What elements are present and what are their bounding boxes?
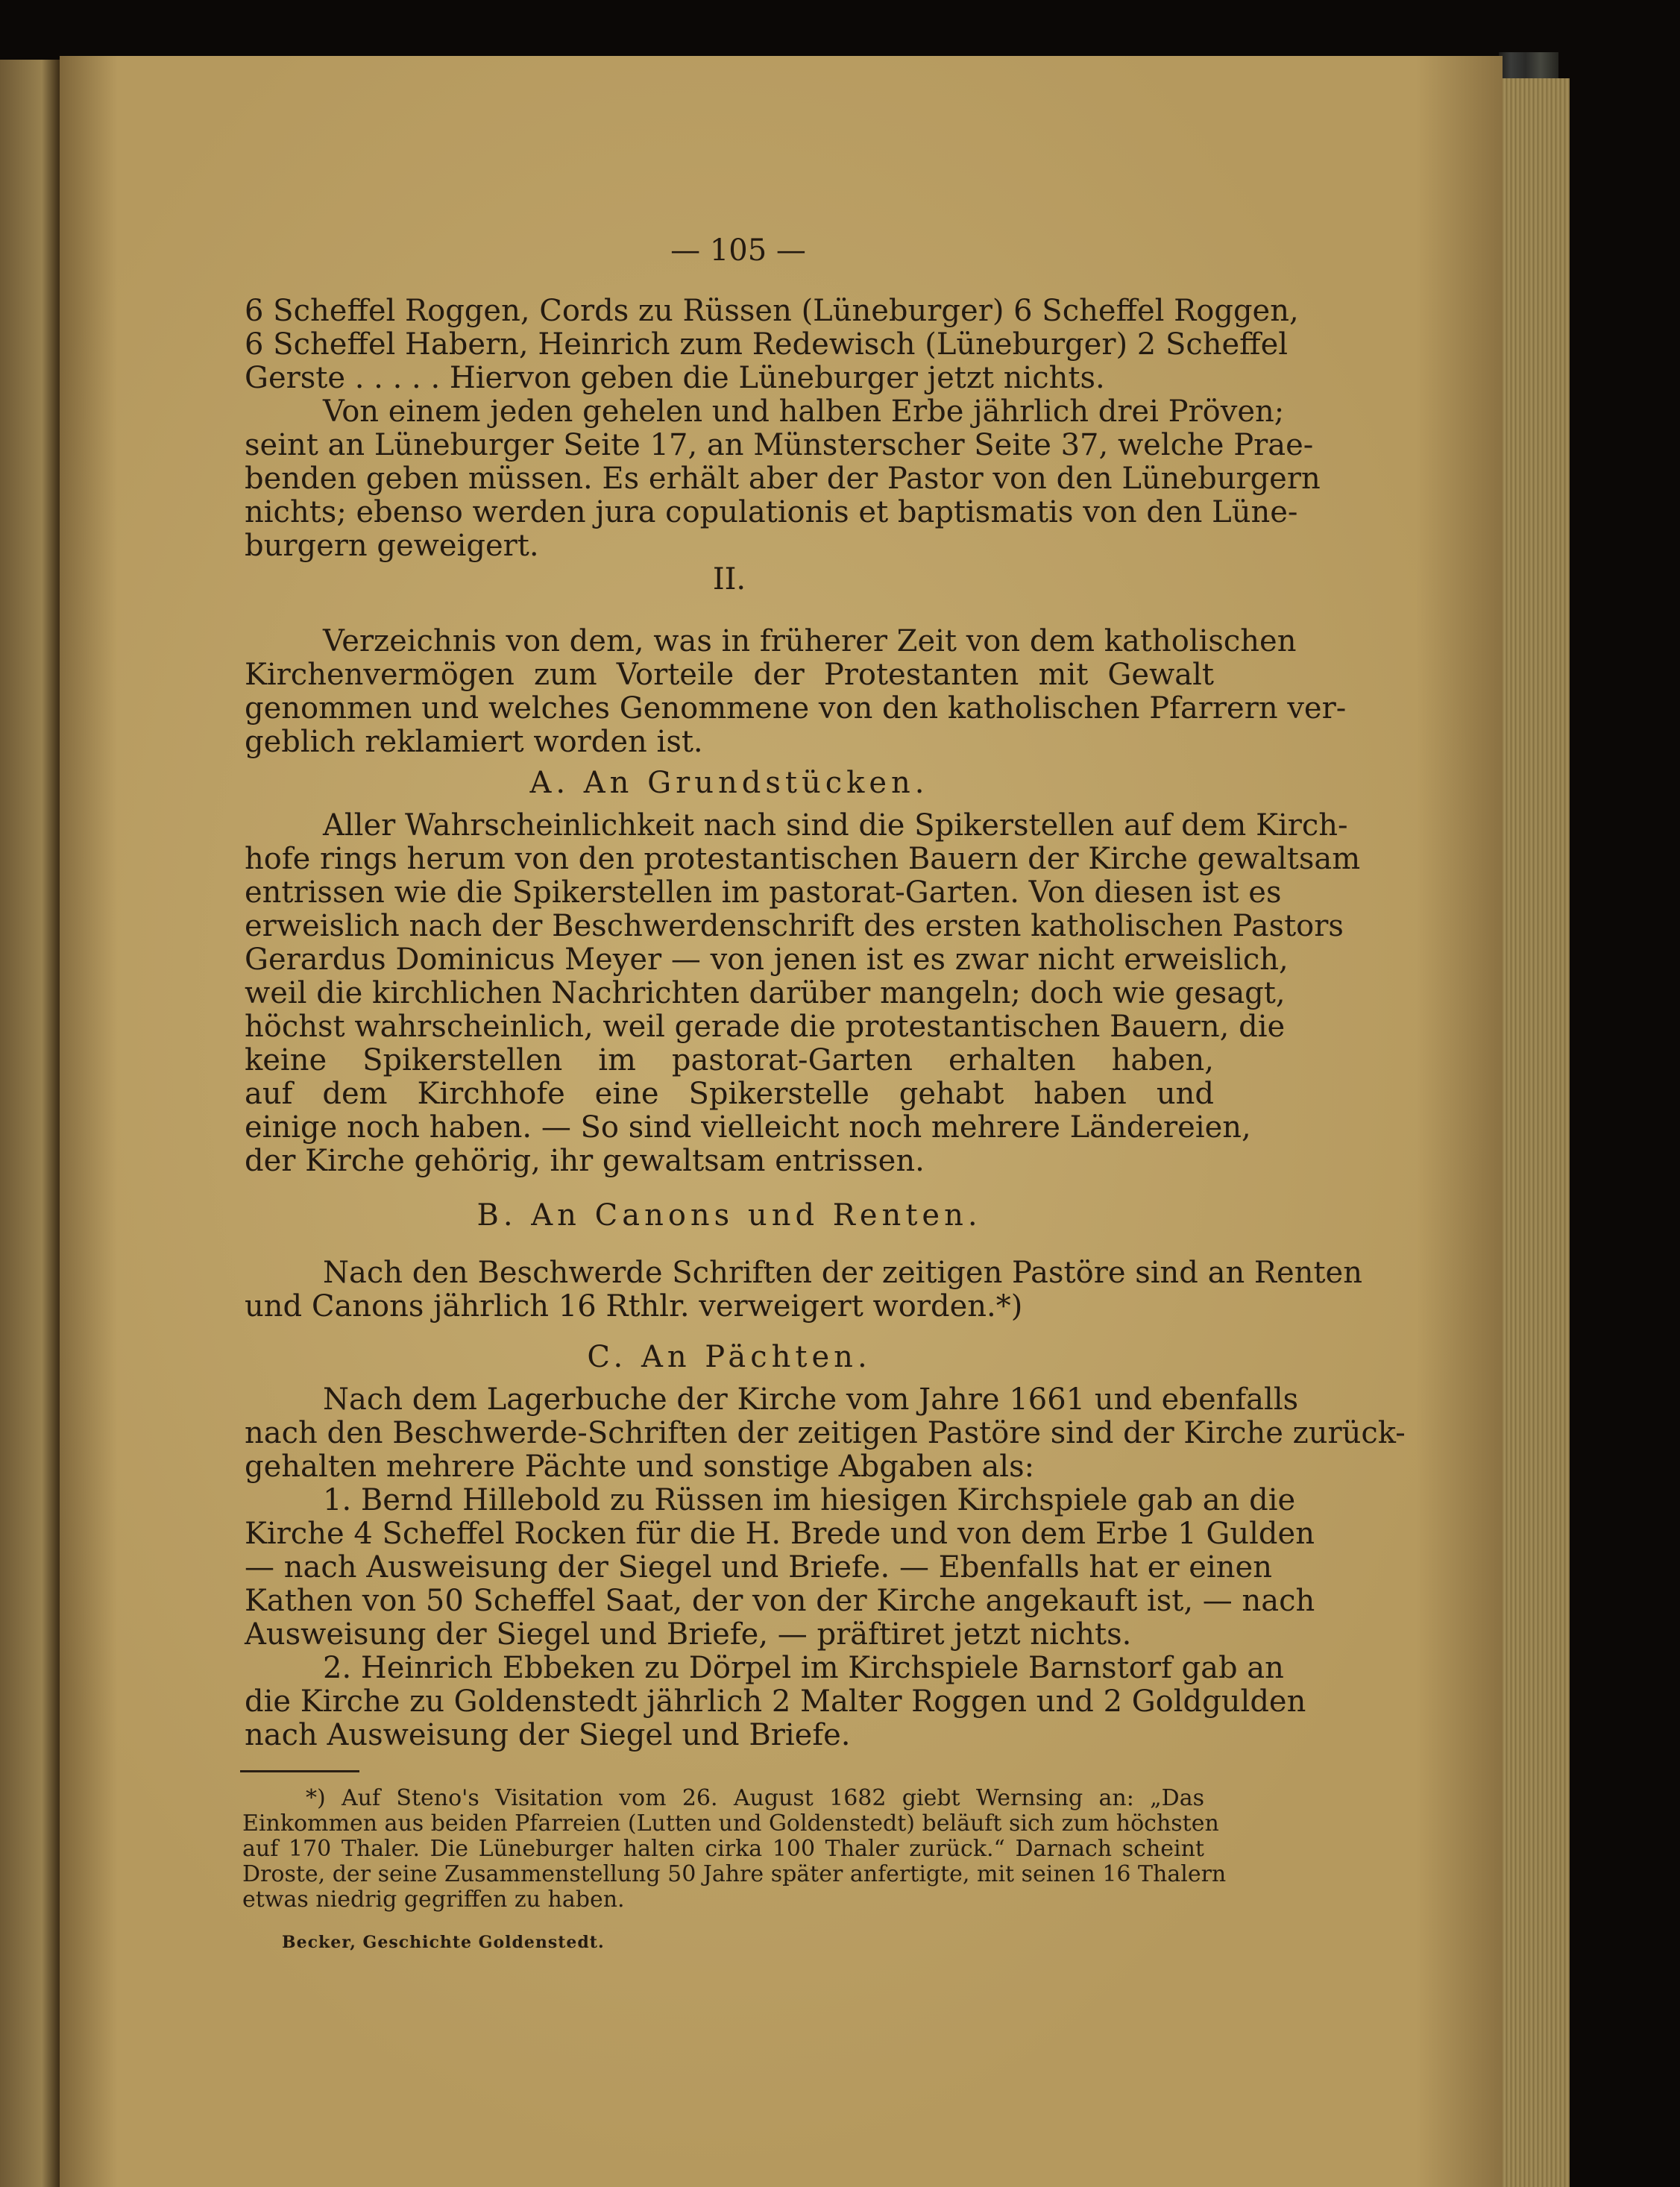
- text-line: nach den Beschwerde-Schriften der zeitigen Pastöre sind der Kirche zurück-: [245, 1416, 1406, 1450]
- paragraph-top: [245, 294, 1321, 563]
- text-line: die Kirche zu Goldenstedt jährlich 2 Malter Roggen und 2 Goldgulden: [245, 1684, 1306, 1719]
- text-line: Ausweisung der Siegel und Briefe, — präftiret jetzt nichts.: [245, 1617, 1132, 1652]
- section-roman-numeral: II.: [712, 562, 746, 597]
- text-line: genommen und welches Genommene von den katholischen Pfarrern ver-: [245, 691, 1347, 726]
- text-line: und Canons jährlich 16 Rthlr. verweigert worden.*): [245, 1289, 1023, 1324]
- text-line: nach Ausweisung der Siegel und Briefe.: [245, 1718, 851, 1752]
- footnote-line: auf 170 Thaler. Die Lüneburger halten cirka 100 Thaler zurück.“ Darnach scheint: [242, 1836, 1204, 1862]
- text-line: nichts; ebenso werden jura copulationis et baptismatis von den Lüne-: [245, 495, 1298, 529]
- footnote-rule: [240, 1770, 359, 1772]
- text-line: entrissen wie die Spikerstellen im pastorat-Garten. Von diesen ist es: [245, 875, 1282, 910]
- text-line: einige noch haben. — So sind vielleicht noch mehrere Ländereien,: [245, 1110, 1251, 1145]
- text-line: Kathen von 50 Scheffel Saat, der von der Kirche angekauft ist, — nach: [245, 1584, 1315, 1618]
- paragraph-a: [245, 808, 1361, 1178]
- footnote-line: Einkommen aus beiden Pfarreien (Lutten und Goldenstedt) beläuft sich zum höchsten: [242, 1810, 1219, 1837]
- text-line: Von einem jeden gehelen und halben Erbe jährlich drei Pröven;: [323, 394, 1285, 429]
- text-line: 6 Scheffel Habern, Heinrich zum Redewisch (Lüneburger) 2 Scheffel: [245, 327, 1289, 362]
- page-block-edges: [1503, 78, 1570, 2187]
- text-line: gehalten mehrere Pächte und sonstige Abgaben als:: [245, 1450, 1035, 1484]
- text-line: Gerardus Dominicus Meyer — von jenen ist es zwar nicht erweislich,: [245, 943, 1289, 977]
- footnote-line: Droste, der seine Zusammenstellung 50 Jahre später anfertigte, mit seinen 16 Thalern: [242, 1861, 1227, 1887]
- text-line: — nach Ausweisung der Siegel und Briefe. — Ebenfalls hat er einen: [245, 1550, 1272, 1585]
- paragraph-intro: [245, 624, 1347, 759]
- footnote-line: etwas niedrig gegriffen zu haben.: [242, 1887, 625, 1913]
- text-line: Verzeichnis von dem, was in früherer Zeit von dem katholischen: [323, 624, 1297, 658]
- text-line: Aller Wahrscheinlichkeit nach sind die Spikerstellen auf dem Kirch-: [323, 808, 1348, 843]
- text-line: 6 Scheffel Roggen, Cords zu Rüssen (Lüneburger) 6 Scheffel Roggen,: [245, 294, 1299, 328]
- heading-a: A. An Grundstücken.: [529, 766, 929, 800]
- text-line: hofe rings herum von den protestantischen Bauern der Kirche gewaltsam: [245, 842, 1361, 876]
- text-line: seint an Lüneburger Seite 17, an Münsterscher Seite 37, welche Prae-: [245, 428, 1314, 462]
- text-line: erweislich nach der Beschwerdenschrift des ersten katholischen Pastors: [245, 909, 1344, 943]
- text-line: 1. Bernd Hillebold zu Rüssen im hiesigen Kirchspiele gab an die: [323, 1483, 1296, 1517]
- text-line: Nach dem Lagerbuche der Kirche vom Jahre 1661 und ebenfalls: [323, 1382, 1299, 1417]
- text-line: der Kirche gehörig, ihr gewaltsam entrissen.: [245, 1144, 925, 1178]
- heading-c: C. An Pächten.: [587, 1340, 872, 1374]
- text-line: benden geben müssen. Es erhält aber der Pastor von den Lüneburgern: [245, 462, 1321, 496]
- text-line: geblich reklamiert worden ist.: [245, 725, 703, 759]
- text-line: Gerste . . . . . Hiervon geben die Lüneburger jetzt nichts.: [245, 361, 1105, 395]
- text-line: Kirche 4 Scheffel Rocken für die H. Brede und von dem Erbe 1 Gulden: [245, 1517, 1315, 1551]
- paragraph-b: [245, 1256, 1362, 1324]
- printer-signature: Becker, Geschichte Goldenstedt.: [282, 1933, 605, 1952]
- heading-b: B. An Canons und Renten.: [476, 1198, 982, 1233]
- footnote-line: *) Auf Steno's Visitation vom 26. August 1682 giebt Wernsing an: „Das: [306, 1785, 1204, 1811]
- text-line: auf dem Kirchhofe eine Spikerstelle gehabt haben und: [245, 1077, 1214, 1111]
- text-line: Kirchenvermögen zum Vorteile der Protestanten mit Gewalt: [245, 658, 1214, 692]
- paragraph-c: [245, 1382, 1406, 1752]
- text-line: weil die kirchlichen Nachrichten darüber mangeln; doch wie gesagt,: [245, 976, 1286, 1010]
- text-line: burgern geweigert.: [245, 529, 539, 563]
- text-line: Nach den Beschwerde Schriften der zeitigen Pastöre sind an Renten: [323, 1256, 1362, 1290]
- page-number: — 105 —: [670, 233, 806, 268]
- text-line: 2. Heinrich Ebbeken zu Dörpel im Kirchspiele Barnstorf gab an: [323, 1651, 1284, 1685]
- text-line: keine Spikerstellen im pastorat-Garten erhalten haben,: [245, 1043, 1214, 1077]
- footnote: [242, 1785, 1227, 1913]
- previous-page-edge: [0, 60, 60, 2187]
- text-line: höchst wahrscheinlich, weil gerade die protestantischen Bauern, die: [245, 1010, 1286, 1044]
